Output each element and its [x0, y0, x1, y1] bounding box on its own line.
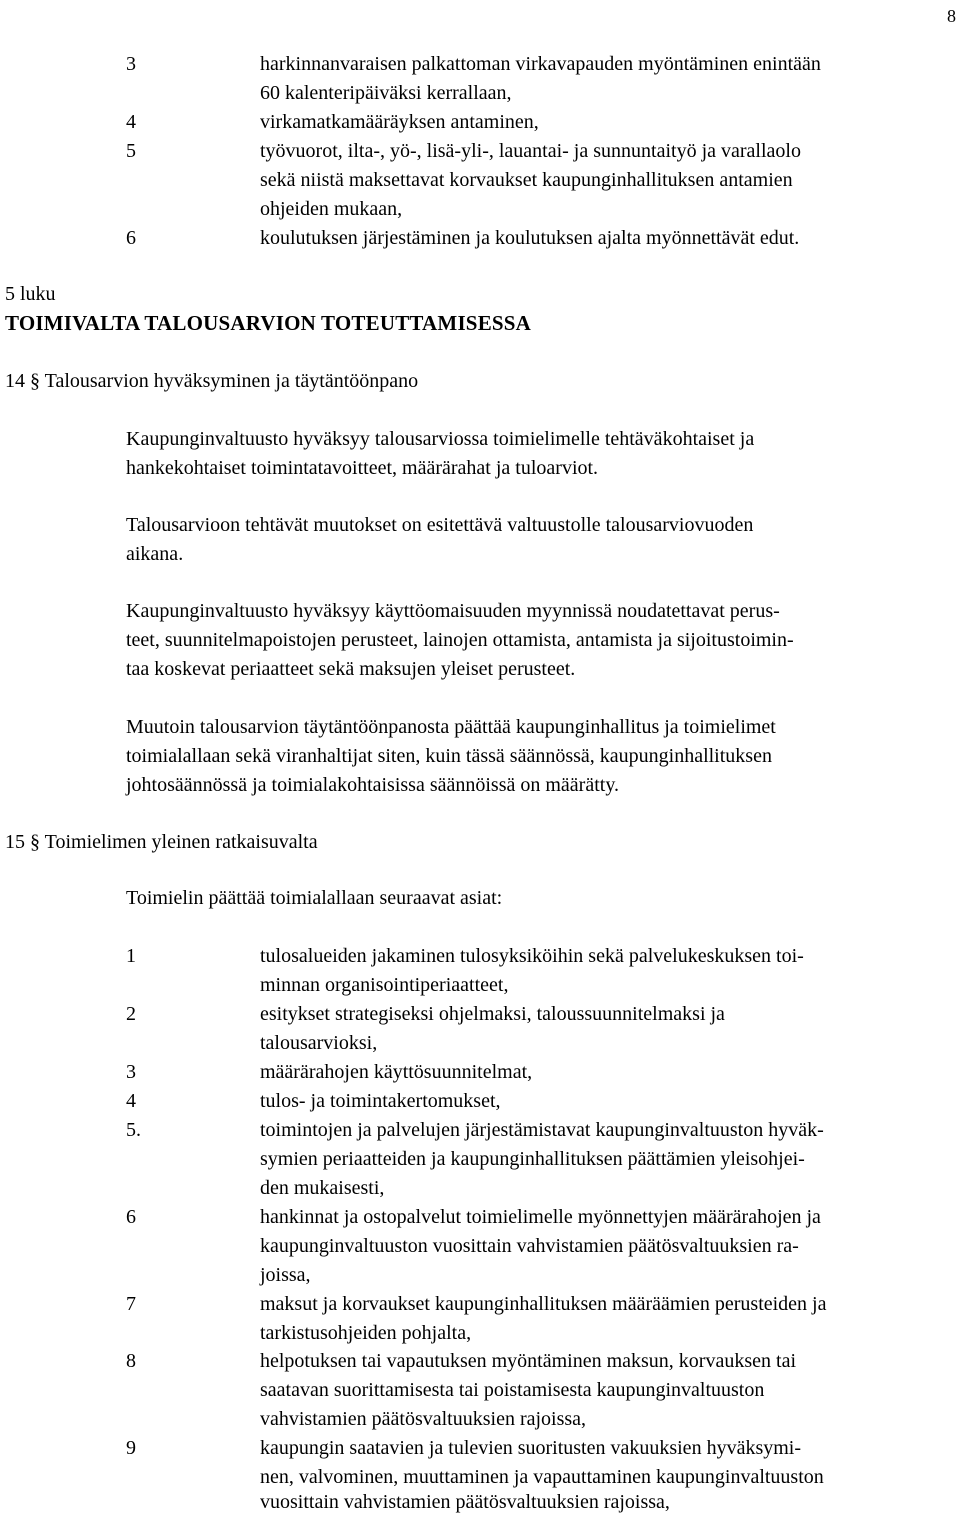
list-item-text: esitykset strategiseksi ohjelmaksi, taloussuunnitelmaksi ja — [260, 1003, 725, 1025]
section-number: 14 — [5, 370, 25, 392]
list-item-text: sekä niistä maksettavat korvaukset kaupunginhallituksen antamien — [260, 169, 793, 191]
list-item-text: den mukaisesti, — [260, 1177, 385, 1199]
paragraph-line: aikana. — [126, 543, 184, 565]
list-item-text: tulosalueiden jakaminen tulosyksiköihin sekä palvelukeskuksen toi- — [260, 945, 804, 967]
section-symbol: § — [30, 370, 40, 392]
list-item-number: 7 — [126, 1293, 136, 1315]
section-intro: Toimielin päättää toimialallaan seuraavat asiat: — [126, 887, 503, 909]
list-item-text: tulos- ja toimintakertomukset, — [260, 1090, 501, 1112]
list-item-number: 2 — [126, 1003, 136, 1025]
list-item-text: talousarvioksi, — [260, 1032, 378, 1054]
list-item-text: helpotuksen tai vapautuksen myöntäminen maksun, korvauksen tai — [260, 1350, 796, 1372]
list-item-text: määrärahojen käyttösuunnitelmat, — [260, 1061, 533, 1083]
list-item-text: kaupunginvaltuuston vuosittain vahvistamien päätösvaltuuksien ra- — [260, 1235, 799, 1257]
section-number: 15 — [5, 831, 25, 853]
list-item-number: 5. — [126, 1119, 141, 1141]
list-item-text: nen, valvominen, muuttaminen ja vapauttaminen kaupunginvaltuuston — [260, 1466, 824, 1488]
list-item-text: ohjeiden mukaan, — [260, 198, 403, 220]
list-item-text: toimintojen ja palvelujen järjestämistavat kaupunginvaltuuston hyväk- — [260, 1119, 824, 1141]
list-item-text: vuosittain vahvistamien päätösvaltuuksien rajoissa, — [260, 1491, 670, 1513]
section-heading — [5, 367, 418, 396]
list-item-text: työvuorot, ilta-, yö-, lisä-yli-, lauantai- ja sunnuntaityö ja varallaolo — [260, 140, 801, 162]
list-item-text: vahvistamien päätösvaltuuksien rajoissa, — [260, 1408, 587, 1430]
paragraph-line: Kaupunginvaltuusto hyväksyy käyttöomaisuuden myynnissä noudatettavat perus- — [126, 600, 780, 622]
list-item-text: maksut ja korvaukset kaupunginhallituksen määräämien perusteiden ja — [260, 1293, 827, 1315]
list-item-number: 1 — [126, 945, 136, 967]
list-item-number: 4 — [126, 1090, 136, 1112]
paragraph-line: teet, suunnitelmapoistojen perusteet, lainojen ottamista, antamista ja sijoitustoimin- — [126, 629, 794, 651]
list-item-number: 3 — [126, 1061, 136, 1083]
page-number: 8 — [947, 6, 956, 26]
paragraph-line: Muutoin talousarvion täytäntöönpanosta päättää kaupunginhallitus ja toimielimet — [126, 716, 776, 738]
list-item-number: 3 — [126, 53, 136, 75]
paragraph-line: toimialallaan sekä viranhaltijat siten, kuin tässä säännössä, kaupunginhallituksen — [126, 745, 772, 767]
list-item-text: minnan organisointiperiaatteet, — [260, 974, 509, 996]
paragraph-line: Kaupunginvaltuusto hyväksyy talousarviossa toimielimelle tehtäväkohtaiset ja — [126, 428, 755, 450]
list-item-text: saatavan suorittamisesta tai poistamisesta kaupunginvaltuuston — [260, 1379, 765, 1401]
paragraph-line: taa koskevat periaatteet sekä maksujen yleiset perusteet. — [126, 658, 576, 680]
list-item-number: 4 — [126, 111, 136, 133]
paragraph-line: hankekohtaiset toimintatavoitteet, määrärahat ja tuloarviot. — [126, 457, 599, 479]
list-item-text: 60 kalenteripäiväksi kerrallaan, — [260, 82, 512, 104]
list-item-number: 5 — [126, 140, 136, 162]
list-item-text: harkinnanvaraisen palkattoman virkavapauden myöntäminen enintään — [260, 53, 821, 75]
list-item-text: joissa, — [260, 1264, 311, 1286]
section-title: Talousarvion hyväksyminen ja täytäntöönpano — [44, 370, 419, 392]
chapter-title: TOIMIVALTA TALOUSARVION TOTEUTTAMISESSA — [5, 311, 532, 335]
list-item-number: 9 — [126, 1437, 136, 1459]
section-symbol: § — [30, 831, 40, 853]
list-item-text: symien periaatteiden ja kaupunginhallituksen päättämien yleisohjei- — [260, 1148, 805, 1170]
list-item-text: virkamatkamääräyksen antaminen, — [260, 111, 539, 133]
list-item-text: kaupungin saatavien ja tulevien suoritusten vakuuksien hyväksymi- — [260, 1437, 801, 1459]
list-item-text: hankinnat ja ostopalvelut toimielimelle myönnettyjen määrärahojen ja — [260, 1206, 821, 1228]
list-item-number: 6 — [126, 1206, 136, 1228]
list-item-number: 8 — [126, 1350, 136, 1372]
paragraph-line: Talousarvioon tehtävät muutokset on esitettävä valtuustolle talousarviovuoden — [126, 514, 754, 536]
list-item-number: 6 — [126, 227, 136, 249]
chapter-label: 5 luku — [5, 283, 56, 305]
section-heading — [5, 828, 318, 857]
list-item-text: koulutuksen järjestäminen ja koulutuksen ajalta myönnettävät edut. — [260, 227, 800, 249]
paragraph-line: johtosäännössä ja toimialakohtaisissa säännöissä on määrätty. — [126, 774, 620, 796]
section-title: Toimielimen yleinen ratkaisuvalta — [44, 831, 318, 853]
list-item-text: tarkistusohjeiden pohjalta, — [260, 1322, 472, 1344]
